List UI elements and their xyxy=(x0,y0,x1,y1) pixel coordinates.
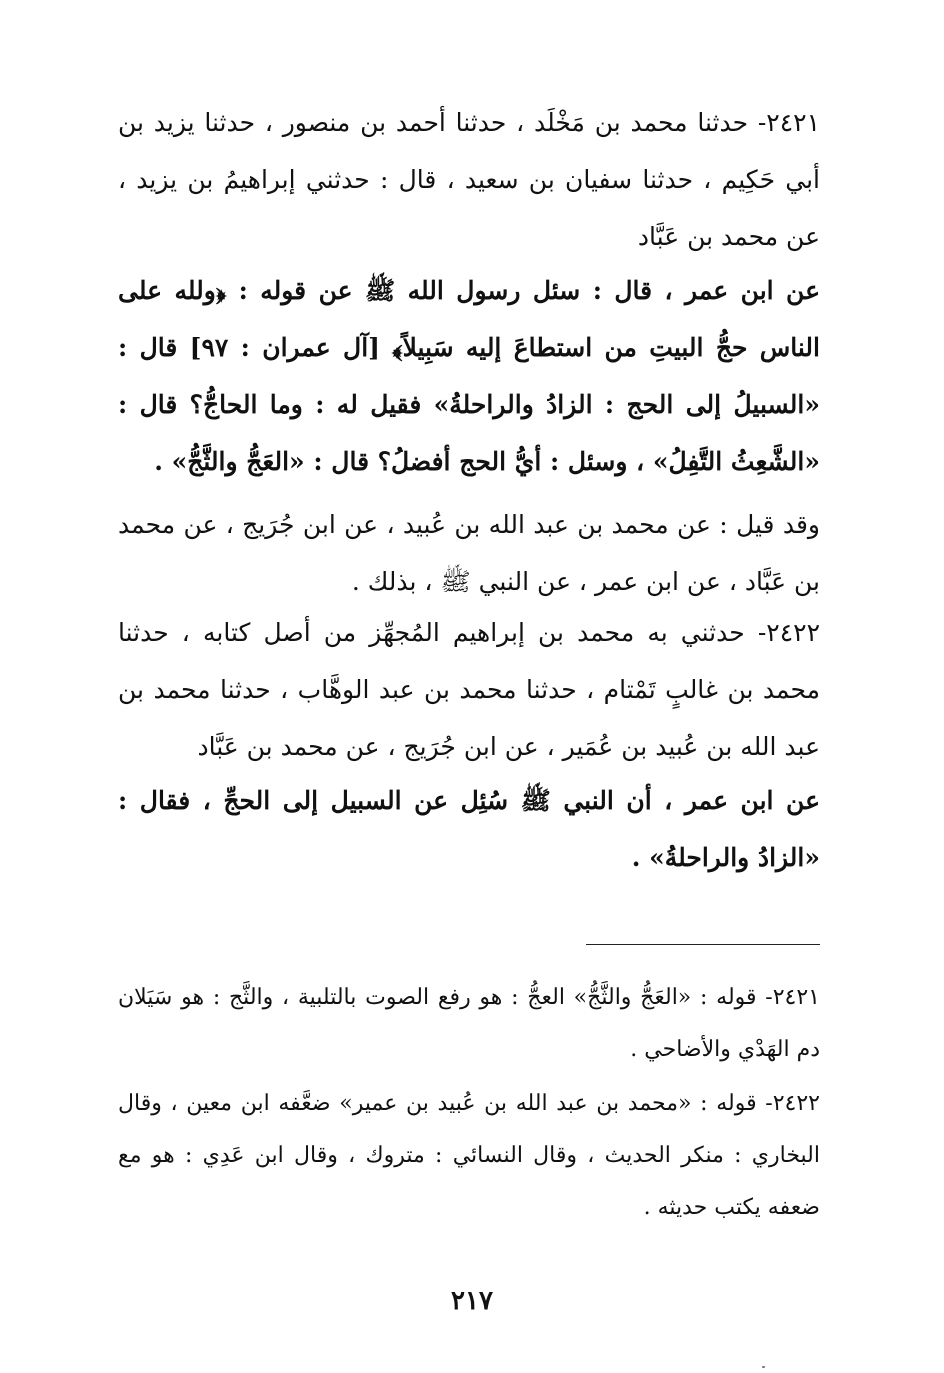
hadith-2422-matn: عن ابن عمر ، أن النبي ﷺ سُئِل عن السبيل إلى الحجِّ ، فقال : «الزادُ والراحلةُ» . xyxy=(118,786,820,872)
scan-speck xyxy=(762,1366,765,1368)
main-text xyxy=(118,94,820,265)
footnotes xyxy=(118,972,820,1076)
footnote-2421: ٢٤٢١- قوله : «العَجُّ والثَّجُّ» العجُّ : هو رفع الصوت بالتلبية ، والثَّج : هو سَيَلان دم الهَدْي والأضاحي . xyxy=(118,985,820,1062)
footnote-2422: ٢٤٢٢- قوله : «محمد بن عبد الله بن عُبيد بن عمير» ضعَّفه ابن معين ، وقال البخاري : منكر الحديث ، وقال النسائي : متروك ، وقال ابن عَدِي : هو مع ضعفه يكتب حديثه . xyxy=(118,1091,820,1220)
variant-chain-note: وقد قيل : عن محمد بن عبد الله بن عُبيد ، عن ابن جُرَيج ، عن محمد بن عَبَّاد ، عن ابن عمر ، عن النبي ﷺ ، بذلك . xyxy=(118,510,820,596)
hadith-2421-matn: عن ابن عمر ، قال : سئل رسول الله ﷺ عن قوله : ﴿ولله على الناس حجُّ البيتِ من استطاعَ إليه سَبِيلاً﴾ [آل عمران : ٩٧] قال : «السبيلُ إلى الحج : الزادُ والراحلةُ» فقيل له : وما الحاجُّ؟ قال : «الشَّعِثُ التَّفِلُ» ، وسئل : أيُّ الحج أفضلُ؟ قال : «العَجُّ والثَّجُّ» . xyxy=(118,276,820,476)
main-text xyxy=(118,262,820,490)
footnote-divider xyxy=(586,944,820,945)
hadith-2422-isnad: ٢٤٢٢- حدثني به محمد بن إبراهيم المُجهِّز من أصل كتابه ، حدثنا محمد بن غالبٍ تَمْتام ، حدثنا محمد بن عبد الوهَّاب ، حدثنا محمد بن عبد الله بن عُبيد بن عُمَير ، عن ابن جُرَيج ، عن محمد بن عَبَّاد xyxy=(118,618,820,761)
hadith-2421-isnad: ٢٤٢١- حدثنا محمد بن مَخْلَد ، حدثنا أحمد بن منصور ، حدثنا يزيد بن أبي حَكِيم ، حدثنا سفيان بن سعيد ، قال : حدثني إبراهيمُ بن يزيد ، عن محمد بن عَبَّاد xyxy=(118,108,820,251)
page-number: ٢١٧ xyxy=(451,1286,493,1316)
main-text xyxy=(118,772,820,886)
main-text xyxy=(118,604,820,775)
main-text xyxy=(118,496,820,610)
footnotes xyxy=(118,1078,820,1234)
